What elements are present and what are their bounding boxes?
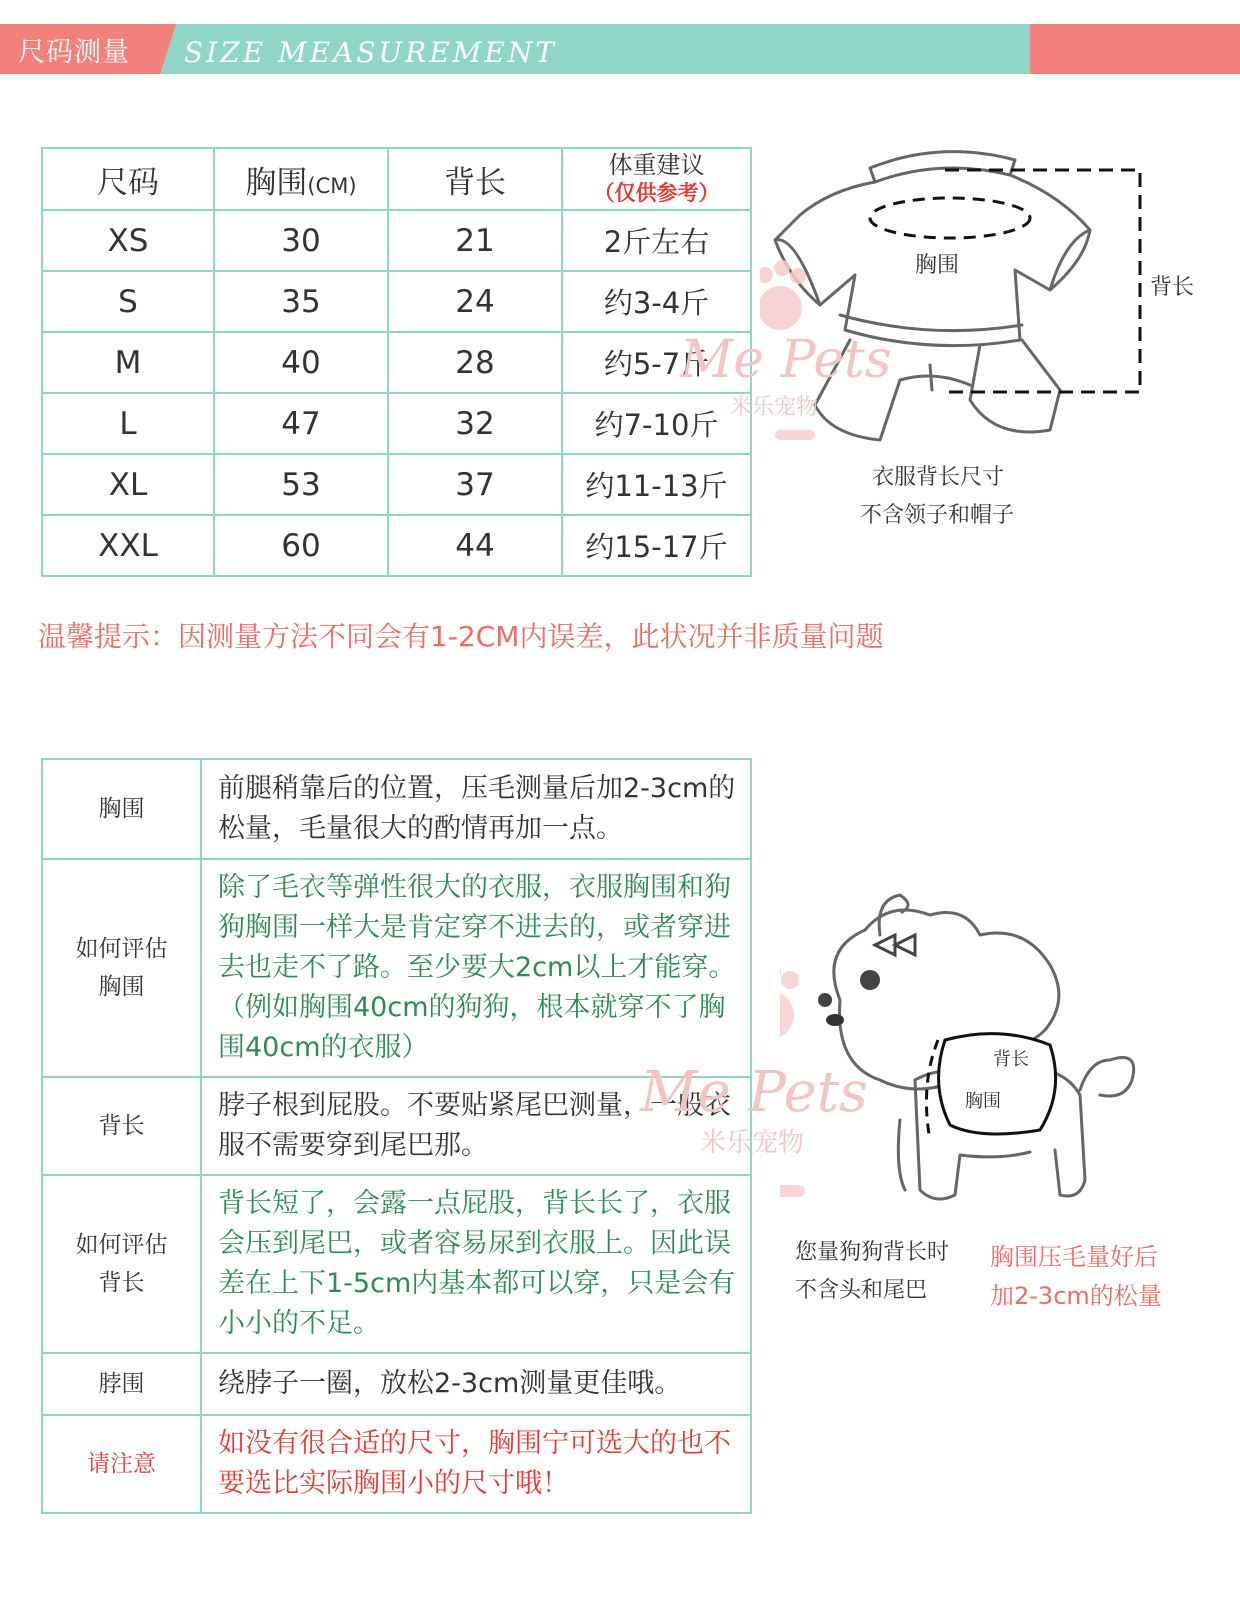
- cell-back: 44: [388, 515, 562, 576]
- header-back: 背长: [388, 148, 562, 210]
- measure-table: [41, 758, 752, 1514]
- clothes-illustration: [680, 140, 1230, 570]
- row-label: 请注意: [42, 1415, 201, 1513]
- tip-text: 温馨提示：因测量方法不同会有1-2CM内误差，此状况并非质量问题: [38, 620, 884, 653]
- cell-chest: 40: [214, 332, 388, 393]
- size-table: [41, 147, 752, 577]
- banner-title-en: SIZE MEASUREMENT: [184, 36, 557, 69]
- cell-size: M: [42, 332, 214, 393]
- cell-chest: 53: [214, 454, 388, 515]
- bow-icon: [875, 935, 915, 955]
- weight-note: （仅供参考）: [593, 181, 720, 205]
- cell-back: 28: [388, 332, 562, 393]
- table-row: [42, 1353, 751, 1415]
- row-label: [42, 1175, 201, 1353]
- cell-back: 21: [388, 210, 562, 271]
- table-row: [42, 1175, 751, 1353]
- cell-weight: 2斤左右: [562, 210, 751, 271]
- dog-nose-icon: [826, 1014, 844, 1026]
- cell-chest: 47: [214, 393, 388, 454]
- table-row: [42, 393, 751, 454]
- cell-chest: 35: [214, 271, 388, 332]
- row-text: 前腿稍靠后的位置，压毛测量后加2-3cm的松量，毛量很大的酌情再加一点。: [201, 759, 751, 859]
- cell-size: XS: [42, 210, 214, 271]
- row-label: 背长: [42, 1077, 201, 1175]
- row-label-text: 如何评估胸围: [75, 936, 168, 1000]
- size-table-header: [42, 148, 751, 210]
- row-text: 如没有很合适的尺寸，胸围宁可选大的也不要选比实际胸围小的尺寸哦！: [201, 1415, 751, 1513]
- table-row: [42, 271, 751, 332]
- clothes-caption-2: 不含领子和帽子: [860, 503, 1015, 528]
- chest-measure-line: [870, 198, 1030, 238]
- cell-back: 37: [388, 454, 562, 515]
- row-label: [42, 859, 201, 1077]
- watermark-en: Me Pets: [680, 330, 892, 390]
- dog-caption-left-1: 您量狗狗背长时: [795, 1240, 950, 1265]
- cell-size: XXL: [42, 515, 214, 576]
- watermark-en: Me Pets: [640, 1060, 868, 1125]
- row-label: 脖围: [42, 1353, 201, 1415]
- header-chest: 胸围(CM): [214, 148, 388, 210]
- header-banner: [0, 24, 1240, 74]
- row-label-text: 如何评估背长: [75, 1232, 168, 1296]
- table-row: [42, 515, 751, 576]
- dog-chest-measure-line: [926, 1040, 938, 1140]
- banner-pink-end: [1030, 24, 1240, 74]
- cell-back: 24: [388, 271, 562, 332]
- table-row: [42, 454, 751, 515]
- clothes-caption-1: 衣服背长尺寸: [872, 465, 1005, 490]
- back-measure-line: [945, 170, 1140, 392]
- header-size: 尺码: [42, 148, 214, 210]
- dog-caption-right-2: 加2-3cm的松量: [990, 1282, 1162, 1310]
- watermark-cn: 米乐宠物: [730, 395, 819, 420]
- table-row: [42, 332, 751, 393]
- cell-weight: 约3-4斤: [562, 271, 751, 332]
- cell-weight: 约11-13斤: [562, 454, 751, 515]
- row-text: 绕脖子一圈，放松2-3cm测量更佳哦。: [201, 1353, 751, 1415]
- table-row: [42, 859, 751, 1077]
- row-text: 除了毛衣等弹性很大的衣服，衣服胸围和狗狗胸围一样大是肯定穿不进去的，或者穿进去也走不了路。至少要大2cm以上才能穿。（例如胸围40cm的狗狗，根本就穿不了胸围40cm的衣服）: [201, 859, 751, 1077]
- cell-back: 32: [388, 393, 562, 454]
- table-row: [42, 759, 751, 859]
- clothes-back-label: 背长: [1150, 275, 1195, 300]
- row-text: 脖子根到屁股。不要贴紧尾巴测量，一般衣服不需要穿到尾巴那。: [201, 1077, 751, 1175]
- header-weight: 体重建议 （仅供参考）: [562, 148, 751, 210]
- dog-eye-icon: [860, 970, 880, 990]
- table-row: [42, 1415, 751, 1513]
- watermark-cn: 米乐宠物: [700, 1128, 805, 1158]
- cell-weight: 约15-17斤: [562, 515, 751, 576]
- cell-chest: 60: [214, 515, 388, 576]
- dog-chest-label: 胸围: [965, 1091, 1001, 1112]
- table-row: [42, 210, 751, 271]
- cell-size: L: [42, 393, 214, 454]
- cell-weight: 约5-7斤: [562, 332, 751, 393]
- banner-title-cn: 尺码测量: [18, 37, 130, 68]
- cell-size: XL: [42, 454, 214, 515]
- row-label: 胸围: [42, 759, 201, 859]
- dog-caption-right-1: 胸围压毛量好后: [990, 1243, 1158, 1271]
- dog-eye-icon: [818, 993, 832, 1007]
- dog-illustration: [640, 890, 1240, 1250]
- row-text: 背长短了，会露一点屁股，背长长了，衣服会压到尾巴，或者容易尿到衣服上。因此误差在上下1-5cm内基本都可以穿，只是会有小小的不足。: [201, 1175, 751, 1353]
- clothes-chest-label: 胸围: [915, 253, 960, 278]
- dog-back-label: 背长: [993, 1049, 1029, 1070]
- cell-size: S: [42, 271, 214, 332]
- cell-weight: 约7-10斤: [562, 393, 751, 454]
- cell-chest: 30: [214, 210, 388, 271]
- dog-caption-left-2: 不含头和尾巴: [795, 1278, 928, 1303]
